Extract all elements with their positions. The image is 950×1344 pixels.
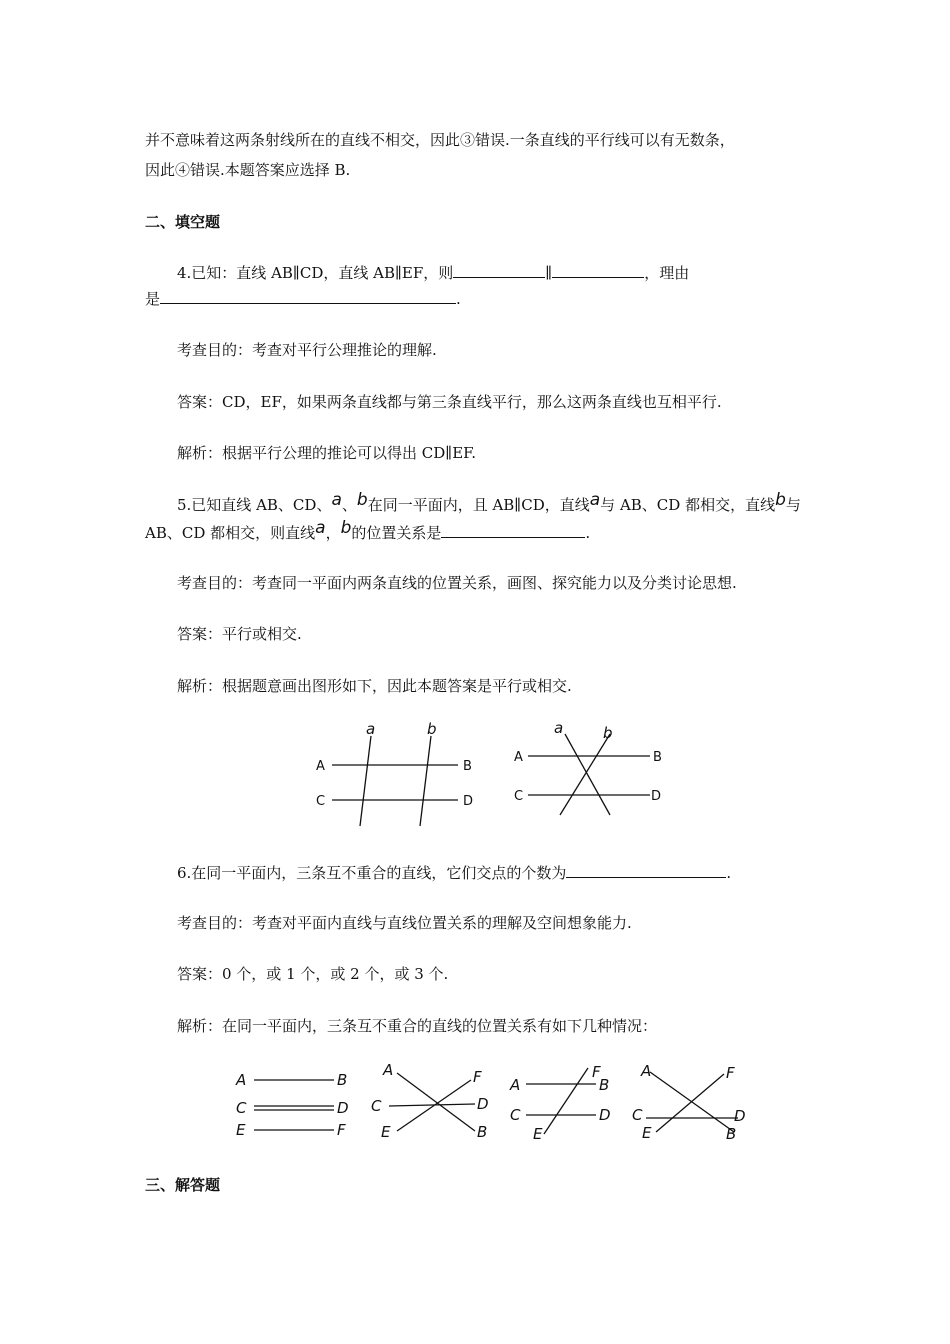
line-EF	[656, 1074, 724, 1132]
label-D: D	[734, 1107, 746, 1125]
q4-parallel-symbol: ∥	[545, 264, 553, 282]
label-F: F	[592, 1063, 601, 1081]
label-b: b	[603, 724, 613, 742]
q5-comma: ，	[325, 524, 341, 542]
q6-analysis: 解析：在同一平面内，三条互不重合的直线的位置关系有如下几种情况：	[177, 1017, 658, 1035]
q6-answer: 答案：0 个，或 1 个，或 2 个，或 3 个.	[177, 965, 449, 983]
q5-figure-parallel	[310, 718, 490, 830]
q5-blank[interactable]	[441, 522, 585, 538]
q4-blank-1[interactable]	[453, 262, 545, 278]
label-F: F	[726, 1064, 735, 1082]
q4-stem-part1: 4.已知：直线 AB∥CD，直线 AB∥EF，则	[177, 264, 454, 282]
label-D: D	[337, 1099, 349, 1117]
label-a: a	[554, 719, 564, 737]
label-E: E	[236, 1121, 246, 1139]
q6-purpose: 考查目的：考查对平面内直线与直线位置关系的理解及空间想象能力.	[177, 914, 632, 932]
q4-stem-line-1	[177, 262, 689, 283]
q4-end: .	[456, 290, 461, 308]
q6-figure-concurrent	[367, 1058, 497, 1144]
label-D: D	[599, 1106, 611, 1124]
q5-purpose: 考查目的：考查同一平面内两条直线的位置关系，画图、探究能力以及分类讨论思想.	[177, 574, 737, 592]
q5-stem-line-1	[177, 490, 801, 515]
label-B: B	[726, 1125, 737, 1143]
label-E: E	[381, 1123, 391, 1141]
q5-analysis: 解析：根据题意画出图形如下，因此本题答案是平行或相交.	[177, 677, 572, 695]
q5-stem-p3: 与 AB、CD 都相交，直线	[600, 496, 776, 514]
label-A: A	[316, 759, 325, 774]
line-b	[560, 734, 610, 815]
q5-end: .	[585, 524, 591, 542]
label-D: D	[651, 789, 662, 804]
q5-var-a-2: a	[589, 490, 601, 510]
label-E: E	[642, 1124, 652, 1142]
label-A: A	[514, 750, 523, 765]
label-A: A	[383, 1061, 394, 1079]
q4-stem-part2: ，理由	[644, 264, 690, 282]
label-B: B	[337, 1071, 348, 1089]
q5-var-b: b	[356, 490, 368, 510]
q4-answer: 答案：CD，EF，如果两条直线都与第三条直线平行，那么这两条直线也互相平行.	[177, 393, 722, 411]
q5-line2-mid: 的位置关系是	[351, 524, 442, 542]
label-b: b	[427, 720, 437, 738]
label-B: B	[477, 1123, 488, 1141]
label-C: C	[371, 1097, 382, 1115]
q5-var-b-2: b	[775, 490, 786, 510]
line-a	[360, 736, 371, 826]
q6-figure-three-parallel	[232, 1060, 357, 1142]
q6-figure-transversal	[506, 1060, 626, 1144]
q6-stem-text: 6.在同一平面内，三条互不重合的直线，它们交点的个数为	[177, 864, 567, 882]
label-a: a	[366, 720, 376, 738]
q4-stem-line-2	[145, 288, 461, 309]
label-A: A	[641, 1062, 652, 1080]
q5-var-a-3: a	[315, 518, 326, 538]
label-F: F	[473, 1068, 482, 1086]
intro-line-2: 因此④错误.本题答案应选择 B.	[145, 161, 351, 179]
label-E: E	[533, 1125, 543, 1143]
label-B: B	[653, 750, 662, 765]
label-D: D	[477, 1095, 489, 1113]
q5-stem-p1: 5.已知直线 AB、CD、	[177, 496, 332, 514]
label-C: C	[316, 794, 326, 809]
q5-stem-line-2	[145, 518, 591, 543]
line-EF	[544, 1068, 588, 1134]
q5-answer: 答案：平行或相交.	[177, 625, 302, 643]
q5-stem-p2: 在同一平面内，且 AB∥CD，直线	[367, 496, 590, 514]
label-A: A	[236, 1071, 247, 1089]
label-C: C	[632, 1106, 643, 1124]
q5-stem-p4: 与	[785, 496, 801, 514]
label-D: D	[463, 794, 474, 809]
section-title-fill-in: 二、填空题	[145, 213, 221, 231]
q6-blank[interactable]	[566, 862, 726, 878]
q5-figure-intersecting	[510, 718, 680, 830]
q5-line2-start: AB、CD 都相交，则直线	[145, 524, 316, 542]
section-title-solve: 三、解答题	[145, 1176, 221, 1194]
q6-end: .	[726, 864, 732, 882]
q4-purpose: 考查目的：考查对平行公理推论的理解.	[177, 341, 437, 359]
label-C: C	[514, 789, 524, 804]
q5-sep: 、	[341, 496, 357, 514]
q4-blank-reason[interactable]	[160, 288, 456, 304]
q6-stem	[177, 862, 731, 883]
line-CD	[389, 1104, 475, 1106]
q6-figure-triangle	[628, 1058, 758, 1144]
label-B: B	[599, 1076, 610, 1094]
q4-line2-start: 是	[145, 290, 161, 308]
label-F: F	[337, 1121, 346, 1139]
label-C: C	[236, 1099, 247, 1117]
q5-var-b-3: b	[340, 518, 352, 538]
line-b	[420, 736, 431, 826]
label-B: B	[463, 759, 472, 774]
q4-blank-2[interactable]	[552, 262, 644, 278]
q4-analysis: 解析：根据平行公理的推论可以得出 CD∥EF.	[177, 444, 476, 462]
label-C: C	[510, 1106, 521, 1124]
label-A: A	[510, 1076, 521, 1094]
q5-var-a: a	[331, 490, 342, 510]
intro-line-1: 并不意味着这两条射线所在的直线不相交，因此③错误.一条直线的平行线可以有无数条，	[145, 131, 735, 149]
